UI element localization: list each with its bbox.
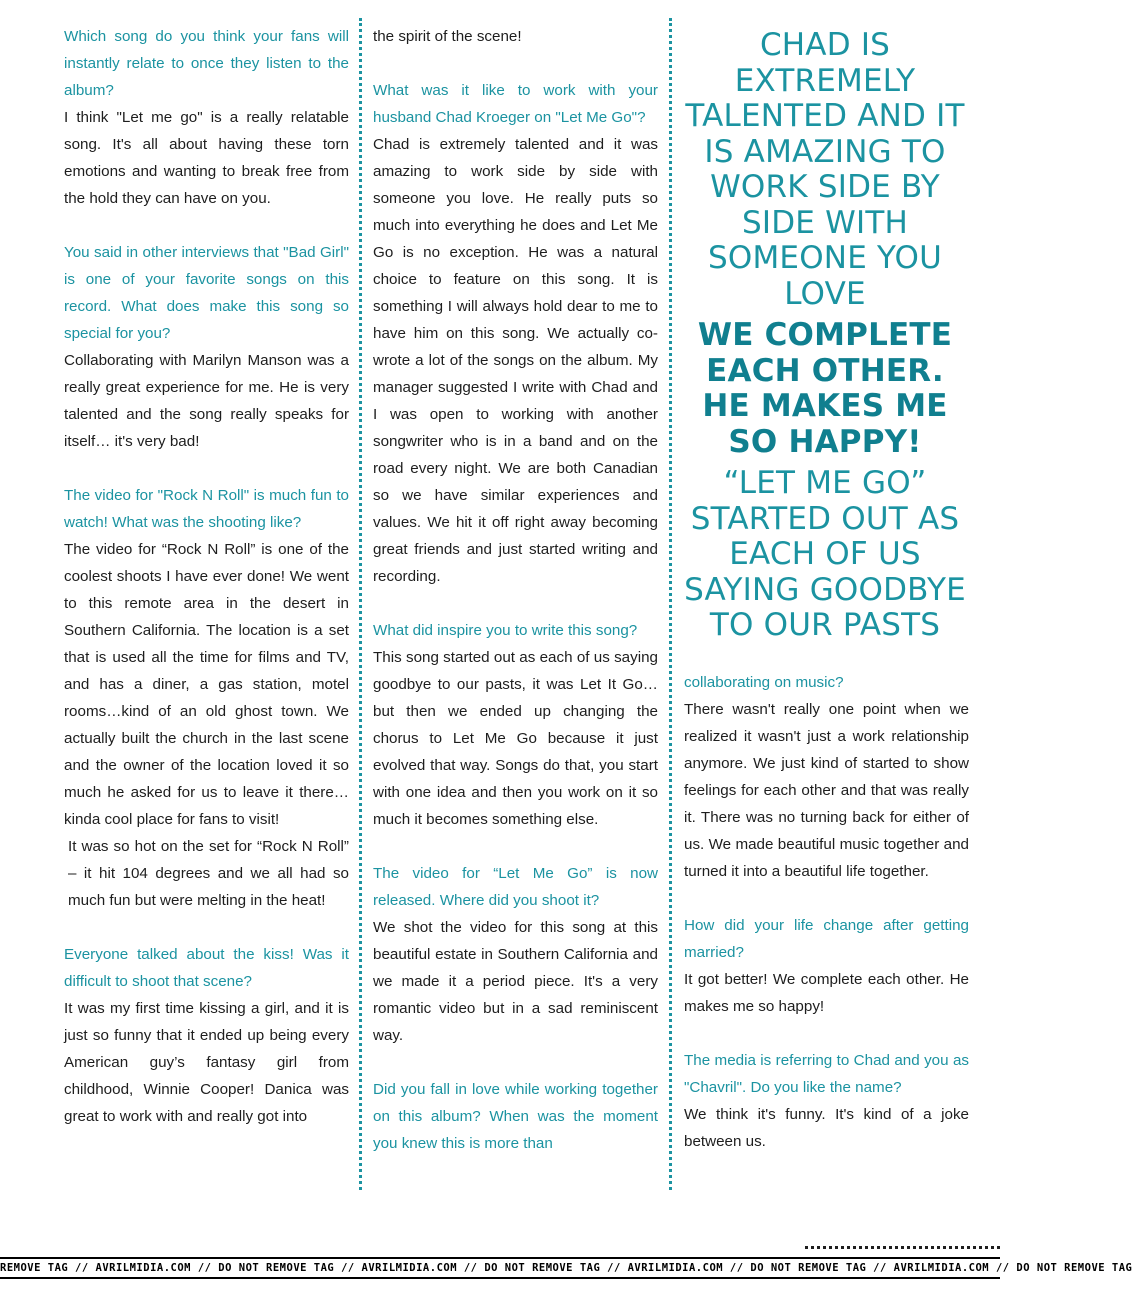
paragraph-gap	[373, 590, 658, 617]
interview-answer: It got better! We complete each other. He makes me so happy!	[684, 971, 969, 1015]
interview-answer: The video for “Rock N Roll” is one of the coolest shoots I have ever done! We went to this remote area in the desert in Southern California. The location is a set that is used all the time for films and TV, and has a diner, a gas station, motel rooms…kind of an old ghost town. We actually built the church in the last scene and the owner of the location loved it so much he asked for us to leave it there…kinda cool place for fans to visit!	[64, 541, 349, 828]
paragraph-gap	[64, 914, 349, 941]
interview-answer: It was so hot on the set for “Rock N Roll” – it hit 104 degrees and we all had so much fun but were melting in the heat!	[68, 838, 349, 909]
article-column-3	[684, 669, 969, 1155]
interview-question: What did inspire you to write this song?	[373, 622, 638, 639]
interview-answer: We think it's funny. It's kind of a joke between us.	[684, 1106, 969, 1150]
paragraph-gap	[373, 50, 658, 77]
article-column-2	[373, 23, 658, 1157]
paragraph-gap	[373, 833, 658, 860]
watermark-tag-bar	[0, 1257, 1132, 1279]
interview-question: collaborating on music?	[684, 674, 844, 691]
column-divider	[359, 18, 362, 1190]
pull-quote-part-1: CHAD IS EXTREMELY TALENTED AND IT IS AMAZING TO WORK SIDE BY SIDE WITH SOMEONE YOU LOVE	[685, 27, 965, 312]
interview-answer: We shot the video for this song at this beautiful estate in Southern California and we made it a period piece. It's a very romantic video but in a sad reminiscent way.	[373, 919, 658, 1044]
column-divider	[669, 18, 672, 1190]
watermark-tag-text: REMOVE TAG // AVRILMIDIA.COM // DO NOT REMOVE TAG // AVRILMIDIA.COM // DO NOT REMOVE TAG // AVRILMIDIA.COM // DO NOT REMOVE TAG // AVRILMIDIA.COM // DO NOT REMOVE TAG	[0, 1262, 1132, 1274]
interview-question: How did your life change after getting married?	[684, 917, 969, 961]
paragraph-gap	[684, 885, 969, 912]
article-column-1	[64, 23, 349, 1130]
interview-answer: the spirit of the scene!	[373, 28, 522, 45]
pull-quote-part-2: WE COMPLETE EACH OTHER. HE MAKES ME SO HAPPY!	[697, 317, 953, 460]
interview-question: The video for "Rock N Roll" is much fun to watch! What was the shooting like?	[64, 487, 349, 531]
interview-question: The media is referring to Chad and you as "Chavril". Do you like the name?	[684, 1052, 969, 1096]
paragraph-gap	[64, 455, 349, 482]
interview-question: Did you fall in love while working together on this album? When was the moment you knew this is more than	[373, 1081, 658, 1152]
paragraph-gap	[373, 1049, 658, 1076]
interview-question: The video for “Let Me Go” is now released. Where did you shoot it?	[373, 865, 658, 909]
interview-answer: This song started out as each of us saying goodbye to our pasts, it was Let It Go… but then we ended up changing the chorus to Let Me Go because it just evolved that way. Songs do that, you start with one idea and then you work on it so much it becomes something else.	[373, 649, 658, 828]
interview-answer: It was my first time kissing a girl, and it is just so funny that it ended up being every American guy’s fantasy girl from childhood, Winnie Cooper! Danica was great to work with and really got into	[64, 1000, 349, 1125]
interview-answer: There wasn't really one point when we realized it wasn't just a work relationship anymore. We just kind of started to show feelings for each other and that was really it. There was no turning back for either of us. We made beautiful music together and turned it into a beautiful life together.	[684, 701, 969, 880]
interview-answer: Chad is extremely talented and it was amazing to work side by side with someone you love. He really puts so much into everything he does and Let Me Go is no exception. He was a natural choice to feature on this song. It is something I will always hold dear to me to have him on this song. We actually co-wrote a lot of the songs on the album. My manager suggested I write with Chad and I was open to working with another songwriter who is in a band and on the road every night. We are both Canadian so we have similar experiences and values. We hit it off right away becoming great friends and just started writing and recording.	[373, 136, 658, 585]
interview-question: You said in other interviews that "Bad Girl" is one of your favorite songs on this record. What does make this song so special for you?	[64, 244, 349, 342]
interview-answer: Collaborating with Marilyn Manson was a really great experience for me. He is very talented and the song really speaks for itself… it's very bad!	[64, 352, 349, 450]
paragraph-gap	[64, 212, 349, 239]
interview-question: What was it like to work with your husband Chad Kroeger on "Let Me Go"?	[373, 82, 658, 126]
pull-quote	[678, 28, 972, 644]
paragraph-gap	[684, 1020, 969, 1047]
interview-question: Everyone talked about the kiss! Was it difficult to shoot that scene?	[64, 946, 349, 990]
footer-dotted-rule	[805, 1246, 1000, 1249]
interview-answer: I think "Let me go" is a really relatable song. It's all about having these torn emotions and wanting to break free from the hold they can have on you.	[64, 109, 349, 207]
interview-question: Which song do you think your fans will instantly relate to once they listen to the album?	[64, 28, 349, 99]
pull-quote-part-3: “LET ME GO” STARTED OUT AS EACH OF US SAYING GOODBYE TO OUR PASTS	[684, 465, 966, 643]
